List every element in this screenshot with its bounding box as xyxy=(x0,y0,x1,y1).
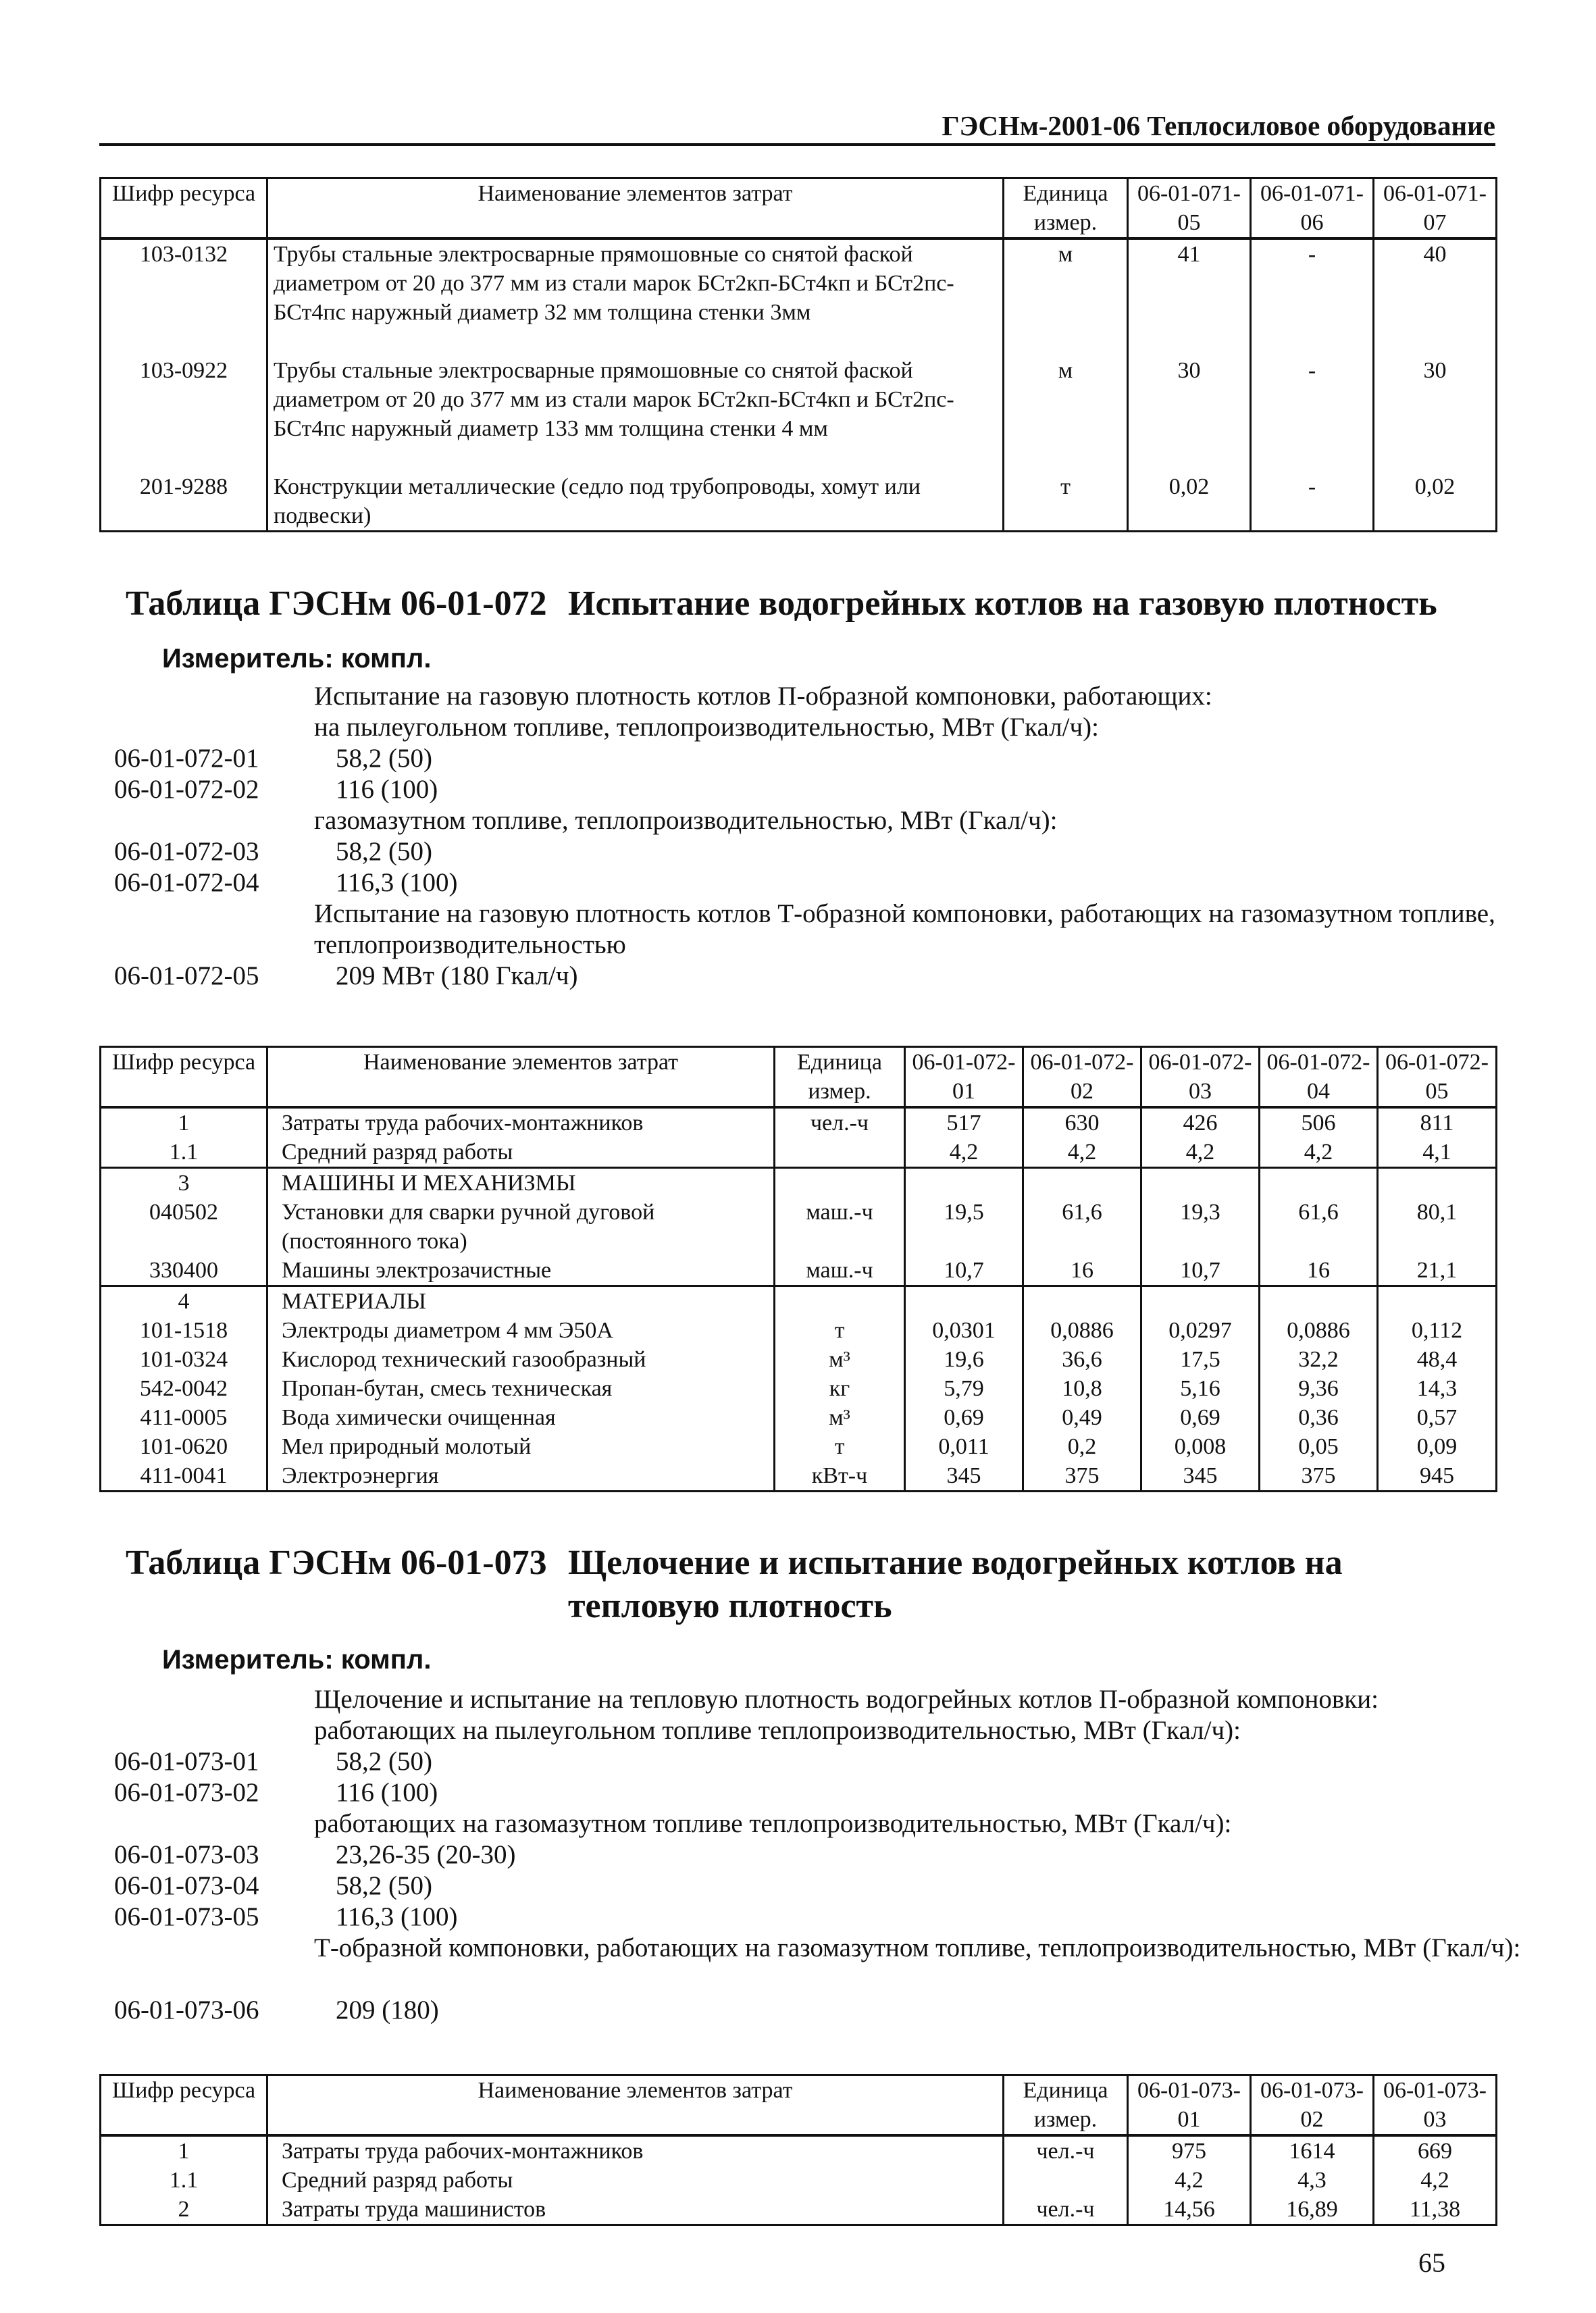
table-header-row xyxy=(101,1047,1497,1108)
column-header: Единица измер. xyxy=(1004,178,1128,239)
table-row xyxy=(101,1345,1497,1374)
resource-name: Кислород технический газообразный xyxy=(267,1345,775,1374)
norm-code: 06-01-073-06 xyxy=(114,1996,259,2025)
resource-value xyxy=(1141,1286,1260,1317)
resource-value xyxy=(1141,1168,1260,1198)
resource-name: Установки для сварки ручной дуговой (постоянного тока) xyxy=(267,1198,775,1256)
resource-unit xyxy=(775,1168,905,1198)
norm-description: Испытание на газовую плотность котлов Т-образной компоновки, работающих на газомазутном топливе, теплопроизводительностью xyxy=(314,899,1495,959)
resource-value xyxy=(905,1286,1023,1317)
resource-value: 1614 xyxy=(1251,2135,1374,2166)
resource-value: 5,16 xyxy=(1141,1374,1260,1403)
resource-value: 9,36 xyxy=(1260,1374,1378,1403)
resource-value: 345 xyxy=(905,1461,1023,1492)
resource-code: 1 xyxy=(101,1107,267,1138)
resource-rows xyxy=(101,2135,1497,2225)
table-row xyxy=(101,1432,1497,1461)
resource-code: 103-0922 xyxy=(101,356,267,472)
resource-value: 0,008 xyxy=(1141,1432,1260,1461)
resource-value: 48,4 xyxy=(1378,1345,1497,1374)
column-header: 06-01-072-02 xyxy=(1023,1047,1141,1108)
norm-description: газомазутном топливе, теплопроизводительностью, МВт (Гкал/ч): xyxy=(314,806,1058,835)
table-row xyxy=(101,1286,1497,1317)
resource-value: 10,7 xyxy=(905,1256,1023,1286)
resource-value: 80,1 xyxy=(1378,1198,1497,1256)
resource-name: МАТЕРИАЛЫ xyxy=(267,1286,775,1317)
resource-unit: чел.-ч xyxy=(775,1107,905,1138)
resource-value: 36,6 xyxy=(1023,1345,1141,1374)
resource-value: 16 xyxy=(1260,1256,1378,1286)
resource-name: МАШИНЫ И МЕХАНИЗМЫ xyxy=(267,1168,775,1198)
table-row xyxy=(101,1198,1497,1256)
running-header: ГЭСНм-2001-06 Теплосиловое оборудование xyxy=(99,108,1495,146)
resource-name: Машины электрозачистные xyxy=(267,1256,775,1286)
table-row xyxy=(101,1374,1497,1403)
table-title: Испытание водогрейных котлов на газовую плотность xyxy=(568,584,1437,623)
norm-description: Т-образной компоновки, работающих на газомазутном топливе, теплопроизводительностью, МВт (Гкал/ч): xyxy=(314,1933,1521,1962)
resource-value: 0,69 xyxy=(1141,1403,1260,1432)
norm-item xyxy=(99,1777,1518,1808)
resource-name: Трубы стальные электросварные прямошовные со снятой фаской диаметром от 20 до 377 мм из стали марок БСт2кп-БСт4кп и БСт2пс-БСт4пс наружный диаметр 32 мм толщина стенки 3мм xyxy=(267,238,1004,356)
norm-code: 06-01-073-03 xyxy=(114,1840,259,1869)
unit-label: Измеритель: компл. xyxy=(162,644,432,673)
page-number: 65 xyxy=(1418,2247,1445,2278)
resource-name: Мел природный молотый xyxy=(267,1432,775,1461)
resource-value: 17,5 xyxy=(1141,1345,1260,1374)
resource-value: 0,69 xyxy=(905,1403,1023,1432)
resource-value: 630 xyxy=(1023,1107,1141,1138)
norm-item xyxy=(99,1902,1518,1933)
table-row xyxy=(101,1138,1497,1168)
resource-unit xyxy=(775,1138,905,1168)
resource-code: 1 xyxy=(101,2135,267,2166)
column-header: Шифр ресурса xyxy=(101,178,267,239)
resource-value: 4,2 xyxy=(1128,2166,1251,2195)
resource-name: Электроды диаметром 4 мм Э50А xyxy=(267,1316,775,1345)
resource-value xyxy=(1023,1286,1141,1317)
resource-value: 19,5 xyxy=(905,1198,1023,1256)
resource-value: 375 xyxy=(1023,1461,1141,1492)
norm-item xyxy=(99,743,1518,774)
resource-name: Электроэнергия xyxy=(267,1461,775,1492)
resource-value: 0,112 xyxy=(1378,1316,1497,1345)
resource-value: 0,0301 xyxy=(905,1316,1023,1345)
resource-value: 30 xyxy=(1128,356,1251,472)
resource-value: - xyxy=(1251,472,1374,532)
resource-value: 16,89 xyxy=(1251,2195,1374,2225)
resource-unit: т xyxy=(775,1316,905,1345)
norm-code: 06-01-073-02 xyxy=(114,1778,259,1807)
norm-item xyxy=(99,774,1518,805)
norm-description: на пылеугольном топливе, теплопроизводительностью, МВт (Гкал/ч): xyxy=(314,713,1099,742)
resource-value xyxy=(1378,1168,1497,1198)
resource-value: 61,6 xyxy=(1260,1198,1378,1256)
norm-description: работающих на пылеугольном топливе теплопроизводительностью, МВт (Гкал/ч): xyxy=(314,1716,1241,1745)
table-row xyxy=(101,356,1497,472)
resource-unit: т xyxy=(1004,472,1128,532)
resource-code: 040502 xyxy=(101,1198,267,1256)
resource-value: 375 xyxy=(1260,1461,1378,1492)
resource-value: 506 xyxy=(1260,1107,1378,1138)
resource-code: 101-0620 xyxy=(101,1432,267,1461)
norm-code: 06-01-072-04 xyxy=(114,868,259,897)
resource-value xyxy=(905,1168,1023,1198)
norm-item xyxy=(99,1746,1518,1777)
resource-value: 10,8 xyxy=(1023,1374,1141,1403)
norm-value: 116 (100) xyxy=(336,775,438,804)
norm-value: 58,2 (50) xyxy=(336,837,432,866)
resource-value: 4,1 xyxy=(1378,1138,1497,1168)
resource-code: 411-0005 xyxy=(101,1403,267,1432)
norm-value: 116 (100) xyxy=(336,1778,438,1807)
resource-unit: м³ xyxy=(775,1403,905,1432)
resource-code: 3 xyxy=(101,1168,267,1198)
resource-value xyxy=(1260,1168,1378,1198)
column-header: Единица измер. xyxy=(1004,2075,1128,2136)
norm-value: 116,3 (100) xyxy=(336,868,458,897)
resource-value: 0,0886 xyxy=(1260,1316,1378,1345)
table-number: Таблица ГЭСНм 06-01-072 xyxy=(126,584,547,623)
resource-name: Пропан-бутан, смесь техническая xyxy=(267,1374,775,1403)
resource-value: 0,57 xyxy=(1378,1403,1497,1432)
resource-value: 21,1 xyxy=(1378,1256,1497,1286)
resource-unit: кг xyxy=(775,1374,905,1403)
table-row xyxy=(101,238,1497,356)
resource-code: 101-1518 xyxy=(101,1316,267,1345)
resource-unit: кВт-ч xyxy=(775,1461,905,1492)
resource-value: 0,0886 xyxy=(1023,1316,1141,1345)
resource-value: - xyxy=(1251,238,1374,356)
resource-unit xyxy=(775,1286,905,1317)
table-row xyxy=(101,2195,1497,2225)
resource-name: Средний разряд работы xyxy=(267,2166,1004,2195)
norm-list-072 xyxy=(99,681,1518,992)
resource-value: 426 xyxy=(1141,1107,1260,1138)
norm-value: 23,26-35 (20-30) xyxy=(336,1840,516,1869)
resource-code: 4 xyxy=(101,1286,267,1317)
resource-code: 1.1 xyxy=(101,1138,267,1168)
resource-value: 0,09 xyxy=(1378,1432,1497,1461)
resource-value: 30 xyxy=(1374,356,1497,472)
resource-name: Вода химически очищенная xyxy=(267,1403,775,1432)
norm-value: 58,2 (50) xyxy=(336,1747,432,1776)
column-header: 06-01-072-05 xyxy=(1378,1047,1497,1108)
resource-value: 32,2 xyxy=(1260,1345,1378,1374)
resource-value: 811 xyxy=(1378,1107,1497,1138)
table-title: Щелочение и испытание водогрейных котлов на тепловую плотность xyxy=(568,1544,1343,1625)
resource-name: Затраты труда машинистов xyxy=(267,2195,1004,2225)
norm-value: 58,2 (50) xyxy=(336,744,432,773)
resource-code: 101-0324 xyxy=(101,1345,267,1374)
resource-value: 945 xyxy=(1378,1461,1497,1492)
resource-table-071 xyxy=(99,177,1497,532)
norm-description: Щелочение и испытание на тепловую плотность водогрейных котлов П-образной компоновки: xyxy=(314,1685,1379,1714)
resource-value: 14,56 xyxy=(1128,2195,1251,2225)
resource-value: 14,3 xyxy=(1378,1374,1497,1403)
resource-name: Затраты труда рабочих-монтажников xyxy=(267,2135,1004,2166)
table-row xyxy=(101,472,1497,532)
table-heading-073 xyxy=(126,1542,1503,1629)
resource-unit: чел.-ч xyxy=(1004,2135,1128,2166)
norm-code: 06-01-072-02 xyxy=(114,775,259,804)
norm-item xyxy=(99,1871,1518,1902)
norm-list-073 xyxy=(99,1684,1521,2026)
column-header: 06-01-071-07 xyxy=(1374,178,1497,239)
table-header-row xyxy=(101,178,1497,239)
norm-value: 209 (180) xyxy=(336,1996,439,2025)
resource-name: Затраты труда рабочих-монтажников xyxy=(267,1107,775,1138)
resource-value: 4,3 xyxy=(1251,2166,1374,2195)
column-header: 06-01-072-04 xyxy=(1260,1047,1378,1108)
resource-value: 11,38 xyxy=(1374,2195,1497,2225)
norm-code: 06-01-072-01 xyxy=(114,744,259,773)
resource-value: 19,6 xyxy=(905,1345,1023,1374)
norm-description: работающих на газомазутном топливе теплопроизводительностью, МВт (Гкал/ч): xyxy=(314,1809,1232,1838)
resource-code: 330400 xyxy=(101,1256,267,1286)
table-row xyxy=(101,2166,1497,2195)
resource-value: 4,2 xyxy=(1141,1138,1260,1168)
norm-item xyxy=(99,1839,1518,1871)
resource-value: 4,2 xyxy=(1260,1138,1378,1168)
resource-value: 345 xyxy=(1141,1461,1260,1492)
resource-value: 669 xyxy=(1374,2135,1497,2166)
resource-rows xyxy=(101,1107,1497,1492)
table-row xyxy=(101,1168,1497,1198)
resource-unit: м xyxy=(1004,238,1128,356)
resource-code: 2 xyxy=(101,2195,267,2225)
resource-value: 0,36 xyxy=(1260,1403,1378,1432)
resource-value: 16 xyxy=(1023,1256,1141,1286)
resource-value: 4,2 xyxy=(905,1138,1023,1168)
resource-table-073 xyxy=(99,2074,1497,2226)
norm-item xyxy=(99,836,1518,867)
resource-unit: м xyxy=(1004,356,1128,472)
norm-code: 06-01-073-04 xyxy=(114,1871,259,1900)
column-header: 06-01-073-01 xyxy=(1128,2075,1251,2136)
resource-value: 517 xyxy=(905,1107,1023,1138)
resource-value: 0,02 xyxy=(1128,472,1251,532)
column-header: 06-01-071-06 xyxy=(1251,178,1374,239)
norm-item xyxy=(99,961,1518,992)
resource-name: Трубы стальные электросварные прямошовные со снятой фаской диаметром от 20 до 377 мм из стали марок БСт2кп-БСт4кп и БСт2пс-БСт4пс наружный диаметр 133 мм толщина стенки 4 мм xyxy=(267,356,1004,472)
column-header: Наименование элементов затрат xyxy=(267,1047,775,1108)
resource-unit: чел.-ч xyxy=(1004,2195,1128,2225)
resource-value: 0,05 xyxy=(1260,1432,1378,1461)
resource-unit: м³ xyxy=(775,1345,905,1374)
resource-unit xyxy=(1004,2166,1128,2195)
table-row xyxy=(101,1403,1497,1432)
resource-value: 19,3 xyxy=(1141,1198,1260,1256)
column-header: 06-01-072-03 xyxy=(1141,1047,1260,1108)
resource-value: 10,7 xyxy=(1141,1256,1260,1286)
resource-unit: маш.-ч xyxy=(775,1256,905,1286)
resource-value: 4,2 xyxy=(1374,2166,1497,2195)
resource-value: 0,02 xyxy=(1374,472,1497,532)
table-heading-072 xyxy=(126,582,1503,630)
resource-unit: маш.-ч xyxy=(775,1198,905,1256)
resource-value xyxy=(1378,1286,1497,1317)
resource-value: 975 xyxy=(1128,2135,1251,2166)
norm-code: 06-01-073-05 xyxy=(114,1902,259,1931)
resource-value: 61,6 xyxy=(1023,1198,1141,1256)
table-number: Таблица ГЭСНм 06-01-073 xyxy=(126,1544,547,1582)
resource-value: 41 xyxy=(1128,238,1251,356)
resource-name: Конструкции металлические (седло под трубопроводы, хомут или подвески) xyxy=(267,472,1004,532)
norm-value: 116,3 (100) xyxy=(336,1902,458,1931)
resource-code: 1.1 xyxy=(101,2166,267,2195)
resource-value: 5,79 xyxy=(905,1374,1023,1403)
norm-value: 209 МВт (180 Гкал/ч) xyxy=(336,961,578,990)
resource-table-072 xyxy=(99,1046,1497,1492)
column-header: Единица измер. xyxy=(775,1047,905,1108)
norm-code: 06-01-072-05 xyxy=(114,961,259,990)
resource-value xyxy=(1023,1168,1141,1198)
resource-value: 4,2 xyxy=(1023,1138,1141,1168)
column-header: 06-01-073-02 xyxy=(1251,2075,1374,2136)
resource-value: - xyxy=(1251,356,1374,472)
norm-code: 06-01-073-01 xyxy=(114,1747,259,1776)
norm-item xyxy=(99,1995,1518,2026)
table-row xyxy=(101,1256,1497,1286)
resource-value: 0,011 xyxy=(905,1432,1023,1461)
column-header: Шифр ресурса xyxy=(101,2075,267,2136)
norm-description: Испытание на газовую плотность котлов П-образной компоновки, работающих: xyxy=(314,682,1212,711)
table-header-row xyxy=(101,2075,1497,2136)
table-row xyxy=(101,2135,1497,2166)
column-header: Шифр ресурса xyxy=(101,1047,267,1108)
table-row xyxy=(101,1316,1497,1345)
resource-value: 0,49 xyxy=(1023,1403,1141,1432)
resource-code: 103-0132 xyxy=(101,238,267,356)
column-header: Наименование элементов затрат xyxy=(267,2075,1004,2136)
column-header: 06-01-072-01 xyxy=(905,1047,1023,1108)
norm-value: 58,2 (50) xyxy=(336,1871,432,1900)
resource-code: 201-9288 xyxy=(101,472,267,532)
column-header: 06-01-073-03 xyxy=(1374,2075,1497,2136)
resource-value: 40 xyxy=(1374,238,1497,356)
resource-value: 0,2 xyxy=(1023,1432,1141,1461)
resource-value: 0,0297 xyxy=(1141,1316,1260,1345)
table-row xyxy=(101,1107,1497,1138)
resource-code: 542-0042 xyxy=(101,1374,267,1403)
column-header: 06-01-071-05 xyxy=(1128,178,1251,239)
resource-code: 411-0041 xyxy=(101,1461,267,1492)
norm-code: 06-01-072-03 xyxy=(114,837,259,866)
unit-label: Измеритель: компл. xyxy=(162,1645,432,1675)
resource-unit: т xyxy=(775,1432,905,1461)
norm-item xyxy=(99,867,1518,898)
resource-value xyxy=(1260,1286,1378,1317)
table-row xyxy=(101,1461,1497,1492)
resource-name: Средний разряд работы xyxy=(267,1138,775,1168)
column-header: Наименование элементов затрат xyxy=(267,178,1004,239)
